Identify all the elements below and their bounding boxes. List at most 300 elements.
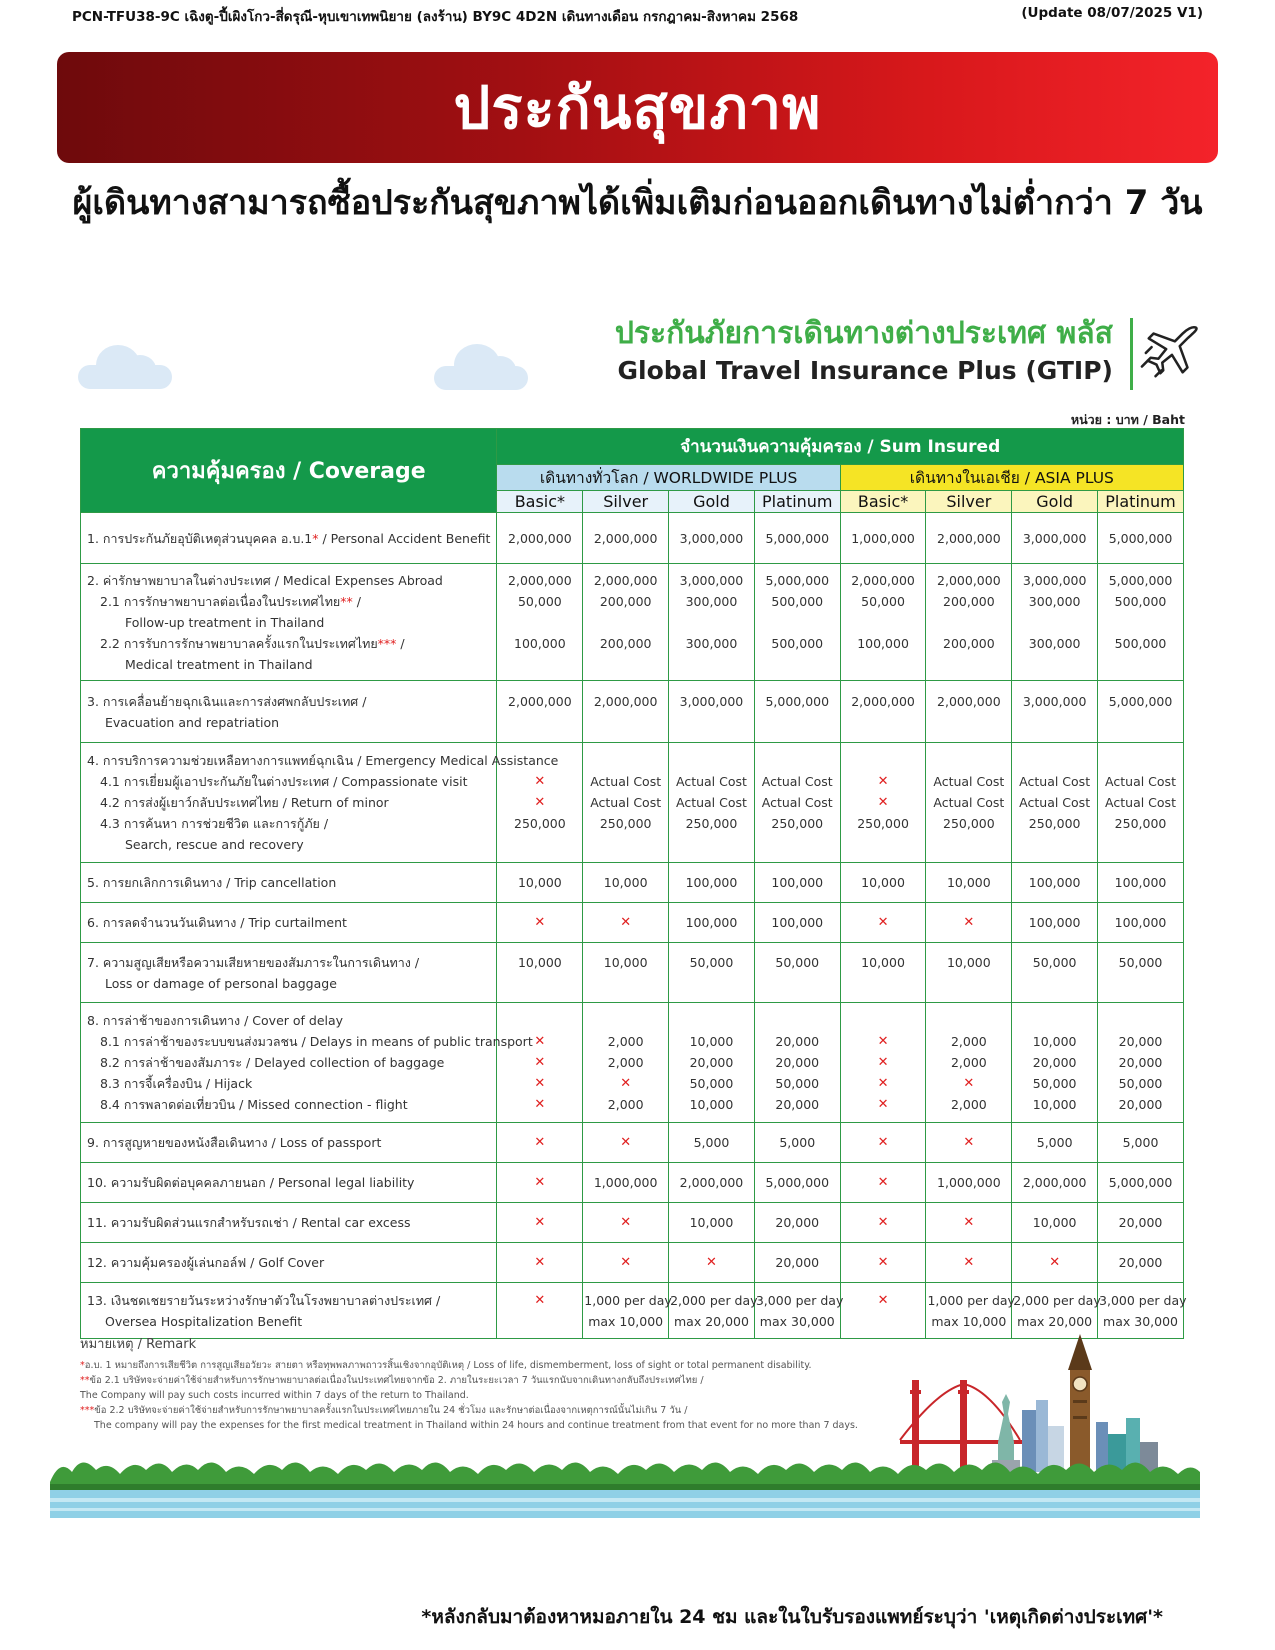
sum-insured-cell-asia-platinum xyxy=(1098,1003,1184,1123)
sum-insured-cell-asia-basic xyxy=(840,513,926,564)
sum-insured-cell-worldwide-platinum xyxy=(754,1283,844,1339)
sum-insured-cell-asia-silver xyxy=(926,513,1012,564)
sum-insured-cell-worldwide-gold xyxy=(669,1123,755,1163)
not-covered-icon: ✕ xyxy=(534,915,546,930)
remark-text: The Company will pay such costs incurred within 7 days of the return to Thailand. xyxy=(80,1390,469,1401)
sum-insured-cell-worldwide-basic xyxy=(497,1003,583,1123)
sum-value: Actual Cost xyxy=(1019,774,1091,789)
label-text: 4.2 การส่งผู้เยาว์กลับประเทศไทย / Return of minor xyxy=(100,795,389,810)
sum-value: 100,000 xyxy=(1028,875,1081,890)
coverage-label-line xyxy=(87,834,490,855)
label-text: 8.1 การล่าช้าของระบบขนส่งมวลชน / Delays in means of public transport xyxy=(100,1034,533,1049)
sum-insured-cell-asia-silver xyxy=(926,1163,1012,1203)
coverage-label xyxy=(81,863,497,903)
sum-value: 2,000 per day xyxy=(670,1292,758,1308)
sum-value: 20,000 xyxy=(775,1215,820,1230)
sum-insured-cell-worldwide-silver xyxy=(583,943,669,1003)
sum-insured-cell-worldwide-basic xyxy=(497,1123,583,1163)
subheading: ผู้เดินทางสามารถซื้อประกันสุขภาพได้เพิ่มเติมก่อนออกเดินทางไม่ต่ำกว่า 7 วัน xyxy=(72,183,1203,223)
cell-spacer xyxy=(1013,712,1096,733)
sum-insured-cell-worldwide-silver xyxy=(583,681,669,743)
cell-spacer xyxy=(1013,834,1096,855)
sum-insured-cell-worldwide-silver xyxy=(583,1123,669,1163)
cell-spacer xyxy=(498,654,581,675)
tier-header-asia-platinum: Platinum xyxy=(1098,491,1184,513)
sum-value: 10,000 xyxy=(517,875,562,890)
sum-insured-cell-worldwide-silver xyxy=(583,513,669,564)
sum-value: 10,000 xyxy=(861,875,905,890)
cell-spacer xyxy=(927,834,1010,855)
remark-line xyxy=(80,1358,910,1373)
sum-value: 200,000 xyxy=(943,593,995,609)
sum-insured-cell-asia-basic xyxy=(840,943,926,1003)
sum-value: max 20,000 xyxy=(1017,1313,1093,1329)
sum-insured-cell-worldwide-platinum xyxy=(754,903,840,943)
cell-spacer xyxy=(756,750,839,771)
coverage-label-line xyxy=(87,612,490,633)
sum-value: 5,000,000 xyxy=(765,1175,830,1190)
not-covered-icon: ✕ xyxy=(877,1097,889,1112)
sum-value: 200,000 xyxy=(599,593,652,609)
coverage-label xyxy=(81,1163,497,1203)
sum-value: 3,000,000 xyxy=(679,572,744,588)
sum-value: 500,000 xyxy=(771,635,824,651)
sum-insured-cell-asia-platinum xyxy=(1098,743,1184,863)
sum-value: 2,000 xyxy=(607,1034,644,1049)
sum-value: 5,000,000 xyxy=(1108,1175,1173,1190)
not-covered-icon: ✕ xyxy=(534,1097,546,1112)
sum-value: 2,000,000 xyxy=(508,572,572,588)
label-text: 5. การยกเลิกการเดินทาง / Trip cancellation xyxy=(87,875,337,890)
sum-value: 10,000 xyxy=(603,875,648,890)
label-text: 2. ค่ารักษาพยาบาลในต่างประเทศ / Medical Expenses Abroad xyxy=(87,572,443,588)
sum-value: 100,000 xyxy=(1114,915,1167,930)
cell-spacer xyxy=(584,612,667,633)
coverage-row xyxy=(81,743,1184,863)
sum-insured-cell-worldwide-silver xyxy=(583,863,669,903)
sum-value: 250,000 xyxy=(943,816,995,831)
coverage-label-line xyxy=(87,792,490,813)
sum-insured-cell-worldwide-silver xyxy=(583,1283,672,1339)
label-text: 8. การล่าช้าของการเดินทาง / Cover of delay xyxy=(87,1013,344,1028)
sum-insured-cell-asia-basic xyxy=(840,1163,926,1203)
sum-value: Actual Cost xyxy=(675,795,747,810)
cell-spacer xyxy=(842,712,925,733)
tier-header-worldwide-gold: Gold xyxy=(669,491,755,513)
label-text: 8.3 การจี้เครื่องบิน / Hijack xyxy=(100,1076,253,1091)
footnote-mark: ** xyxy=(340,593,353,609)
sum-insured-cell-asia-basic xyxy=(840,1203,926,1243)
not-covered-icon: ✕ xyxy=(534,1076,546,1091)
not-covered-icon: ✕ xyxy=(534,1055,546,1070)
coverage-row xyxy=(81,1203,1184,1243)
cell-spacer xyxy=(670,612,753,633)
coverage-row xyxy=(81,1163,1184,1203)
sum-value: 250,000 xyxy=(1028,816,1081,831)
sum-insured-cell-worldwide-gold xyxy=(669,1003,755,1123)
remark-line xyxy=(80,1373,910,1388)
sum-value: 50,000 xyxy=(861,593,905,609)
sum-value: 3,000,000 xyxy=(1022,693,1087,709)
sum-value: max 30,000 xyxy=(759,1313,835,1329)
cell-spacer xyxy=(584,973,667,994)
sum-value: 50,000 xyxy=(1118,954,1163,970)
sum-insured-cell-asia-platinum xyxy=(1098,564,1184,681)
unit-note: หน่วย : บาท / Baht xyxy=(1070,412,1185,427)
coverage-label-line xyxy=(87,1052,490,1073)
cell-spacer xyxy=(1099,834,1182,855)
sum-value: 250,000 xyxy=(771,816,824,831)
cell-spacer xyxy=(498,973,581,994)
update-version: (Update 08/07/2025 V1) xyxy=(1021,5,1203,21)
tier-header-worldwide-basic: Basic* xyxy=(497,491,583,513)
sum-value: Actual Cost xyxy=(933,774,1005,789)
sum-value: Actual Cost xyxy=(1105,774,1176,789)
cell-spacer xyxy=(927,712,1010,733)
sum-value: 50,000 xyxy=(517,593,562,609)
sum-value: max 20,000 xyxy=(673,1313,749,1329)
sum-value: 2,000,000 xyxy=(937,572,1001,588)
sum-insured-cell-worldwide-basic xyxy=(497,1163,583,1203)
not-covered-icon: ✕ xyxy=(534,1034,546,1049)
cell-spacer xyxy=(1099,612,1182,633)
label-text: 8.4 การพลาดต่อเที่ยวบิน / Missed connection - flight xyxy=(100,1097,408,1112)
sum-value: 1,000,000 xyxy=(937,1175,1001,1190)
sum-value: 2,000 per day xyxy=(1013,1292,1101,1308)
remark-text: ข้อ 2.2 บริษัทจะจ่ายค่าใช้จ่ายสำหรับการรักษาพยาบาลครั้งแรกในประเทศไทยภายใน 24 ชั่วโมง และรักษาต่อเนื่องจากเหตุการณ์นั้นไม่เกิน 7 วัน / xyxy=(94,1405,688,1416)
coverage-label-line xyxy=(87,973,490,994)
cell-spacer xyxy=(927,654,1010,675)
sum-value: 2,000 xyxy=(607,1055,644,1070)
sum-value: 1,000,000 xyxy=(593,1175,658,1190)
sum-insured-cell-asia-gold xyxy=(1012,681,1098,743)
sum-insured-cell-asia-platinum xyxy=(1098,1123,1184,1163)
label-text: 2.1 การรักษาพยาบาลต่อเนื่องในประเทศไทย xyxy=(100,593,341,609)
not-covered-icon: ✕ xyxy=(877,774,889,789)
label-text: 12. ความคุ้มครองผู้เล่นกอล์ฟ / Golf Cover xyxy=(87,1255,325,1270)
sum-insured-cell-worldwide-basic xyxy=(497,1243,583,1283)
coverage-label-line xyxy=(87,528,490,549)
coverage-header: ความคุ้มครอง / Coverage xyxy=(81,429,497,513)
sum-insured-cell-asia-basic xyxy=(840,863,926,903)
sum-value: 10,000 xyxy=(603,954,648,970)
sum-insured-cell-asia-silver xyxy=(926,863,1012,903)
sum-value: 50,000 xyxy=(689,1076,734,1091)
sum-value: 250,000 xyxy=(599,816,652,831)
sum-value: 3,000 per day xyxy=(1099,1292,1187,1308)
sum-value: 3,000,000 xyxy=(1022,530,1087,546)
cell-spacer xyxy=(1099,1010,1182,1031)
not-covered-icon: ✕ xyxy=(534,1255,546,1270)
sum-insured-cell-worldwide-gold xyxy=(669,943,755,1003)
cell-spacer xyxy=(670,654,753,675)
sum-insured-cell-asia-silver xyxy=(926,1203,1012,1243)
label-text: 3. การเคลื่อนย้ายฉุกเฉินและการส่งศพกลับประเทศ / xyxy=(87,693,367,709)
sum-insured-cell-asia-basic xyxy=(840,1003,926,1123)
cell-spacer xyxy=(1013,750,1096,771)
coverage-label xyxy=(81,943,497,1003)
sum-value: 10,000 xyxy=(689,1215,734,1230)
cell-spacer xyxy=(756,712,839,733)
label-text: Evacuation and repatriation xyxy=(105,714,280,730)
sum-insured-cell-asia-gold xyxy=(1012,943,1098,1003)
sum-value: 20,000 xyxy=(1118,1055,1163,1070)
title-banner xyxy=(57,52,1218,163)
remark-text: The company will pay the expenses for the first medical treatment in Thailand within 24 hours and continue treatment from that event for no more than 7 days. xyxy=(94,1420,858,1431)
sum-insured-cell-worldwide-gold xyxy=(669,1203,755,1243)
coverage-row xyxy=(81,1003,1184,1123)
label-text-english: / xyxy=(396,635,405,651)
label-text: Medical treatment in Thailand xyxy=(125,656,313,672)
sum-insured-cell-asia-silver xyxy=(926,903,1012,943)
sum-insured-cell-worldwide-platinum xyxy=(754,863,840,903)
label-text: 11. ความรับผิดส่วนแรกสำหรับรถเช่า / Rental car excess xyxy=(87,1215,411,1230)
sum-value: 20,000 xyxy=(1118,1215,1163,1230)
cell-spacer xyxy=(842,654,925,675)
not-covered-icon: ✕ xyxy=(877,1055,889,1070)
sum-insured-cell-worldwide-gold xyxy=(669,863,755,903)
sum-value: 2,000,000 xyxy=(508,530,572,546)
sum-insured-cell-asia-gold xyxy=(1012,1243,1098,1283)
coverage-label-line xyxy=(87,1132,490,1153)
sum-value: 5,000,000 xyxy=(765,693,830,709)
cell-spacer xyxy=(1013,973,1096,994)
cell-spacer xyxy=(1099,750,1182,771)
sum-value: 100,000 xyxy=(857,635,909,651)
sum-value: 2,000,000 xyxy=(593,530,658,546)
not-covered-icon: ✕ xyxy=(963,1215,975,1230)
sum-value: 250,000 xyxy=(685,816,738,831)
tier-header-asia-silver: Silver xyxy=(926,491,1012,513)
sum-value: 100,000 xyxy=(685,875,738,890)
not-covered-icon: ✕ xyxy=(620,1255,632,1270)
sum-value: 50,000 xyxy=(1032,954,1077,970)
coverage-label-line xyxy=(87,654,490,675)
coverage-label xyxy=(81,1203,497,1243)
cell-spacer xyxy=(842,750,925,771)
sum-insured-cell-asia-basic xyxy=(840,903,926,943)
sum-value: 2,000,000 xyxy=(593,693,658,709)
cloud-icon xyxy=(78,365,172,389)
sum-value: 20,000 xyxy=(1032,1055,1077,1070)
label-text: Follow-up treatment in Thailand xyxy=(125,614,325,630)
tier-header-worldwide-silver: Silver xyxy=(583,491,669,513)
sum-value: 10,000 xyxy=(689,1034,734,1049)
sum-insured-cell-worldwide-gold xyxy=(669,743,755,863)
sum-insured-header: จำนวนเงินความคุ้มครอง / Sum Insured xyxy=(497,429,1184,465)
cell-spacer xyxy=(756,1010,839,1031)
sum-value: Actual Cost xyxy=(675,774,747,789)
sum-insured-cell-worldwide-basic xyxy=(497,564,583,681)
not-covered-icon: ✕ xyxy=(963,1255,975,1270)
sum-value: 300,000 xyxy=(685,635,738,651)
sum-insured-cell-asia-platinum xyxy=(1098,1203,1184,1243)
sum-insured-cell-worldwide-gold xyxy=(669,903,755,943)
not-covered-icon: ✕ xyxy=(877,1255,889,1270)
insurance-name-english: Global Travel Insurance Plus (GTIP) xyxy=(617,356,1113,385)
airplane-icon xyxy=(1140,320,1202,382)
label-text: Search, rescue and recovery xyxy=(125,837,304,852)
banner-title: ประกันสุขภาพ xyxy=(453,74,822,142)
cell-spacer xyxy=(927,750,1010,771)
sum-value: 20,000 xyxy=(775,1097,820,1112)
not-covered-icon: ✕ xyxy=(877,1135,889,1150)
sum-value: 5,000,000 xyxy=(1108,530,1173,546)
not-covered-icon: ✕ xyxy=(534,1292,546,1308)
sum-value: 2,000,000 xyxy=(508,693,572,709)
sum-insured-cell-asia-silver xyxy=(926,681,1012,743)
footnote-mark: * xyxy=(80,1360,85,1371)
cell-spacer xyxy=(584,654,667,675)
not-covered-icon: ✕ xyxy=(877,795,889,810)
sum-insured-cell-worldwide-platinum xyxy=(754,564,840,681)
cell-spacer xyxy=(498,834,581,855)
not-covered-icon: ✕ xyxy=(963,1076,975,1091)
cell-spacer xyxy=(584,750,667,771)
coverage-label-line xyxy=(87,1031,533,1052)
cell-spacer xyxy=(927,1010,1010,1031)
footnote-mark: * xyxy=(312,530,319,546)
cell-spacer xyxy=(1013,612,1096,633)
sum-insured-cell-worldwide-gold xyxy=(669,564,755,681)
asia-plan-header: เดินทางในเอเชีย / ASIA PLUS xyxy=(840,465,1183,491)
cell-spacer xyxy=(842,612,925,633)
not-covered-icon: ✕ xyxy=(877,915,889,930)
label-text: Loss or damage of personal baggage xyxy=(105,975,337,991)
sum-value: 2,000 xyxy=(950,1034,987,1049)
not-covered-icon: ✕ xyxy=(534,1135,546,1150)
sum-insured-cell-asia-gold xyxy=(1012,1003,1098,1123)
sum-value: max 10,000 xyxy=(931,1313,1007,1329)
sum-value: 3,000,000 xyxy=(1022,572,1087,588)
sum-insured-cell-worldwide-silver xyxy=(583,1243,669,1283)
sum-value: 20,000 xyxy=(1118,1255,1163,1270)
sum-value: 1,000 per day xyxy=(927,1292,1015,1308)
not-covered-icon: ✕ xyxy=(620,915,632,930)
label-text: 6. การลดจำนวนวันเดินทาง / Trip curtailment xyxy=(87,915,347,930)
label-text: Oversea Hospitalization Benefit xyxy=(105,1313,303,1329)
sum-value: 5,000,000 xyxy=(1108,572,1173,588)
sum-value: 10,000 xyxy=(1032,1034,1077,1049)
sum-value: 5,000 xyxy=(1122,1135,1159,1150)
sum-value: 2,000,000 xyxy=(937,530,1001,546)
sum-insured-cell-worldwide-silver xyxy=(583,743,669,863)
cell-spacer xyxy=(756,834,839,855)
not-covered-icon: ✕ xyxy=(877,1034,889,1049)
sum-value: 2,000,000 xyxy=(851,693,915,709)
label-text: 10. ความรับผิดต่อบุคคลภายนอก / Personal legal liability xyxy=(87,1175,415,1190)
sum-value: 2,000,000 xyxy=(593,572,658,588)
sum-insured-cell-worldwide-platinum xyxy=(754,943,840,1003)
not-covered-icon: ✕ xyxy=(620,1076,632,1091)
sum-insured-cell-worldwide-gold xyxy=(669,1243,755,1283)
worldwide-plan-header: เดินทางทั่วโลก / WORLDWIDE PLUS xyxy=(497,465,840,491)
sum-value: 100,000 xyxy=(771,915,824,930)
sum-value: 5,000 xyxy=(1036,1135,1073,1150)
coverage-label xyxy=(81,681,497,743)
coverage-label-line xyxy=(87,591,490,612)
sum-value: 5,000,000 xyxy=(1108,693,1173,709)
sum-value: 2,000,000 xyxy=(851,572,915,588)
cell-spacer xyxy=(670,834,753,855)
coverage-label-line xyxy=(87,750,559,771)
not-covered-icon: ✕ xyxy=(963,915,975,930)
sum-value: 50,000 xyxy=(1032,1076,1077,1091)
sum-insured-cell-worldwide-silver xyxy=(583,1203,669,1243)
sum-value: 100,000 xyxy=(685,915,738,930)
sum-insured-cell-worldwide-platinum xyxy=(754,513,840,564)
sum-value: 2,000,000 xyxy=(1022,1175,1087,1190)
sum-insured-cell-asia-silver xyxy=(926,564,1012,681)
not-covered-icon: ✕ xyxy=(877,1215,889,1230)
sum-insured-cell-worldwide-basic xyxy=(497,1203,583,1243)
remark-line xyxy=(80,1388,910,1403)
coverage-label xyxy=(81,564,497,681)
sum-value: 20,000 xyxy=(1118,1034,1163,1049)
cell-spacer xyxy=(842,1010,925,1031)
coverage-row xyxy=(81,1243,1184,1283)
big-ben-icon xyxy=(1068,1334,1092,1472)
coverage-label xyxy=(81,903,497,943)
sum-value: 20,000 xyxy=(689,1055,734,1070)
sum-insured-cell-asia-gold xyxy=(1012,564,1098,681)
sum-value: 20,000 xyxy=(775,1255,820,1270)
coverage-label-line xyxy=(87,813,490,834)
sum-value: 100,000 xyxy=(771,875,824,890)
sum-insured-cell-worldwide-platinum xyxy=(754,1243,840,1283)
sum-value: 5,000,000 xyxy=(765,530,830,546)
sum-value: max 10,000 xyxy=(588,1313,664,1329)
sum-value: 1,000,000 xyxy=(851,530,915,546)
tour-code-line: PCN-TFU38-9C เฉิงตู-ปี้เผิงโกว-สี่ดรุณี-หุบเขาเทพนิยาย (ลงร้าน) BY9C 4D2N เดินทางเดือน กรกฎาคม-สิงหาคม 2568 xyxy=(72,9,799,25)
cell-spacer xyxy=(670,712,753,733)
sum-insured-cell-worldwide-platinum xyxy=(754,1123,840,1163)
insurance-name-thai: ประกันภัยการเดินทางต่างประเทศ พลัส xyxy=(614,316,1113,351)
coverage-label xyxy=(81,1003,533,1123)
not-covered-icon: ✕ xyxy=(534,1175,546,1190)
cell-spacer xyxy=(756,654,839,675)
cell-spacer xyxy=(927,612,1010,633)
cell-spacer xyxy=(1013,1010,1096,1031)
sum-insured-cell-asia-silver xyxy=(926,1123,1012,1163)
sum-insured-cell-asia-gold xyxy=(1012,903,1098,943)
coverage-label-line xyxy=(87,1073,490,1094)
coverage-label xyxy=(81,1243,497,1283)
footnote-mark: *** xyxy=(80,1405,95,1416)
sum-value: 3,000,000 xyxy=(679,693,744,709)
tier-header-worldwide-platinum: Platinum xyxy=(754,491,840,513)
sum-insured-cell-asia-basic xyxy=(840,1243,926,1283)
coverage-label-line xyxy=(87,1290,490,1311)
sum-value: 2,000 xyxy=(950,1097,987,1112)
cell-spacer xyxy=(584,712,667,733)
sum-value: 10,000 xyxy=(517,954,562,970)
sum-value: 2,000,000 xyxy=(679,1175,744,1190)
not-covered-icon: ✕ xyxy=(1049,1255,1061,1270)
not-covered-icon: ✕ xyxy=(877,1076,889,1091)
sum-insured-cell-worldwide-silver xyxy=(583,1003,669,1123)
coverage-label xyxy=(81,1123,497,1163)
coverage-label-line xyxy=(87,1311,490,1332)
label-text-english: / Personal Accident Benefit xyxy=(318,530,491,546)
coverage-label-line xyxy=(87,952,490,973)
cell-spacer xyxy=(498,1010,581,1031)
cell-spacer xyxy=(927,973,1010,994)
sum-value: 10,000 xyxy=(1032,1215,1077,1230)
coverage-label-line xyxy=(87,691,490,712)
not-covered-icon: ✕ xyxy=(877,1175,889,1190)
cell-spacer xyxy=(1099,973,1182,994)
